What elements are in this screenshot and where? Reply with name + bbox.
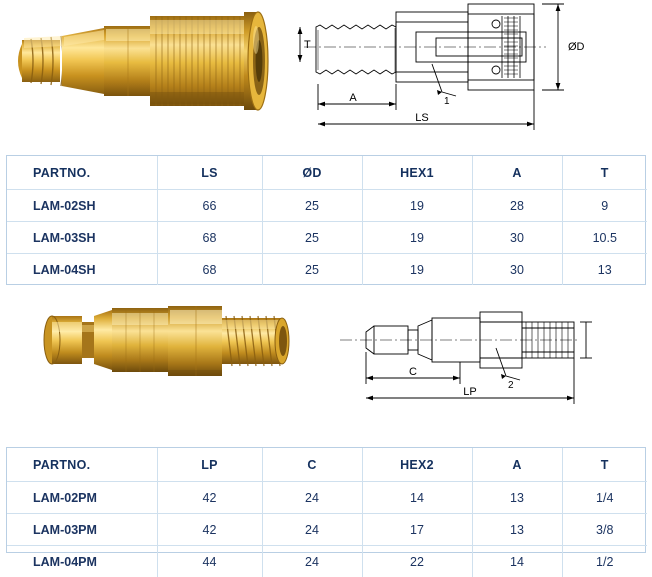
- cell-t: 9: [562, 190, 647, 222]
- cell-hex2: 17: [362, 514, 472, 546]
- socket-dim-d-label: ØD: [568, 41, 585, 53]
- cell-c: 24: [262, 514, 362, 546]
- cell-ls: 68: [157, 222, 262, 254]
- plug-spec-table: [7, 448, 647, 577]
- col-header-hex2: HEX2: [362, 448, 472, 482]
- cell-a: 13: [472, 514, 562, 546]
- cell-partno: LAM-04PM: [7, 546, 157, 577]
- plug-dim-lp-label: LP: [463, 386, 476, 398]
- socket-dim-a-label: A: [349, 92, 357, 104]
- col-header-t: T: [562, 156, 647, 190]
- cell-hex1: 19: [362, 222, 472, 254]
- col-header-lp: LP: [157, 448, 262, 482]
- cell-ls: 66: [157, 190, 262, 222]
- plug-drawing: [330, 292, 652, 432]
- table-row: [7, 222, 647, 254]
- table-row: [7, 190, 647, 222]
- cell-a: 30: [472, 254, 562, 286]
- col-header-a: A: [472, 448, 562, 482]
- socket-drawing: [296, 0, 652, 150]
- plug-dim-c-label: C: [409, 366, 417, 378]
- col-header-c: C: [262, 448, 362, 482]
- col-header-d: ØD: [262, 156, 362, 190]
- table-row: [7, 514, 647, 546]
- socket-hex-callout: 1: [444, 96, 450, 107]
- plug-drawing-graphic: [330, 292, 652, 432]
- table-header-row: [7, 156, 647, 190]
- table-row: [7, 254, 647, 286]
- table-row: [7, 546, 647, 577]
- cell-partno: LAM-04SH: [7, 254, 157, 286]
- cell-d: 25: [262, 190, 362, 222]
- cell-a: 13: [472, 482, 562, 514]
- col-header-t: T: [562, 448, 647, 482]
- cell-partno: LAM-03PM: [7, 514, 157, 546]
- cell-c: 24: [262, 546, 362, 577]
- cell-partno: LAM-03SH: [7, 222, 157, 254]
- cell-t: 1/2: [562, 546, 647, 577]
- cell-t: 10.5: [562, 222, 647, 254]
- cell-hex2: 22: [362, 546, 472, 577]
- cell-t: 3/8: [562, 514, 647, 546]
- cell-lp: 42: [157, 482, 262, 514]
- plug-photo: [0, 292, 330, 432]
- cell-a: 30: [472, 222, 562, 254]
- cell-d: 25: [262, 254, 362, 286]
- cell-d: 25: [262, 222, 362, 254]
- socket-spec-table-container: [6, 155, 646, 285]
- socket-spec-table: [7, 156, 647, 285]
- socket-photo: [0, 0, 295, 150]
- plug-photo-graphic: [0, 292, 330, 432]
- socket-dim-t-label: T: [304, 39, 311, 51]
- col-header-a: A: [472, 156, 562, 190]
- cell-hex2: 14: [362, 482, 472, 514]
- col-header-partno: PARTNO.: [7, 448, 157, 482]
- cell-t: 1/4: [562, 482, 647, 514]
- plug-spec-table-container: [6, 447, 646, 553]
- cell-lp: 44: [157, 546, 262, 577]
- socket-photo-graphic: [0, 0, 295, 150]
- socket-drawing-graphic: [296, 0, 652, 150]
- table-header-row: [7, 448, 647, 482]
- cell-partno: LAM-02SH: [7, 190, 157, 222]
- table-row: [7, 482, 647, 514]
- cell-c: 24: [262, 482, 362, 514]
- cell-hex1: 19: [362, 190, 472, 222]
- socket-dim-ls-label: LS: [415, 112, 428, 124]
- cell-lp: 42: [157, 514, 262, 546]
- cell-partno: LAM-02PM: [7, 482, 157, 514]
- col-header-ls: LS: [157, 156, 262, 190]
- cell-a: 28: [472, 190, 562, 222]
- cell-a: 14: [472, 546, 562, 577]
- cell-ls: 68: [157, 254, 262, 286]
- cell-t: 13: [562, 254, 647, 286]
- plug-hex-callout: 2: [508, 380, 514, 391]
- col-header-hex1: HEX1: [362, 156, 472, 190]
- col-header-partno: PARTNO.: [7, 156, 157, 190]
- cell-hex1: 19: [362, 254, 472, 286]
